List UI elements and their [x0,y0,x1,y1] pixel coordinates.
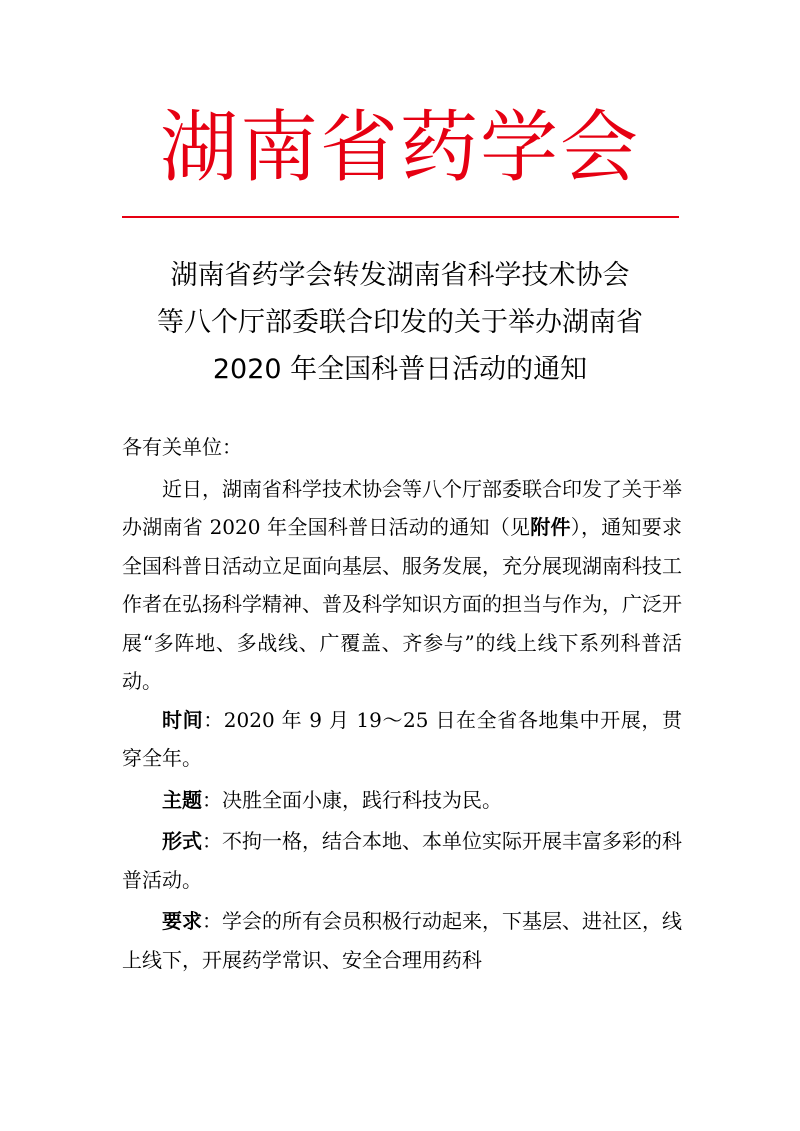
masthead-title: 湖南省药学会 [159,103,640,193]
form-paragraph [122,822,682,899]
attachment-link[interactable]: 附件 [530,515,571,539]
intro-paragraph [122,470,682,701]
theme-paragraph [122,781,682,820]
title-line-3: 2020 年全国科普日活动的通知 [212,354,588,385]
requirement-paragraph [122,902,682,979]
theme-text: ：决胜全面小康，践行科技为民。 [202,787,502,812]
form-text: ：不拘一格，结合本地、本单位实际开展丰富多彩的科普活动。 [122,829,682,892]
time-label: 时间 [162,707,204,732]
document-title [100,252,700,393]
intro-text-1: 近日，湖南省科学技术协会等八个厅部委联合印发了关于举办湖南省 2020 年全国科普日活动的通知（见 [122,476,682,539]
requirement-label: 要求 [162,909,202,933]
title-line-2: 等八个厅部委联合印发的关于举办湖南省 [157,307,643,338]
requirement-text: ：学会的所有会员积极行动起来，下基层、进社区，线上线下，开展药学常识、安全合理用药科 [122,909,682,972]
time-text: ：2020 年 9 月 19～25 日在全省各地集中开展，贯穿全年。 [122,707,683,770]
time-paragraph [122,701,682,778]
form-label: 形式 [162,829,202,853]
title-line-1: 湖南省药学会转发湖南省科学技术协会 [170,260,630,291]
intro-text-2: ），通知要求全国科普日活动立足面向基层、服务发展，充分展现湖南科技工作者在弘扬科学精神、普及科学知识方面的担当与作为，广泛开展“多阵地、多战线、广覆盖、齐参与”的线上线下系列科普活动。 [122,515,683,693]
document-body [122,428,682,979]
salutation: 各有关单位： [122,435,242,459]
theme-label: 主题 [162,787,202,812]
red-divider-line [122,216,679,218]
